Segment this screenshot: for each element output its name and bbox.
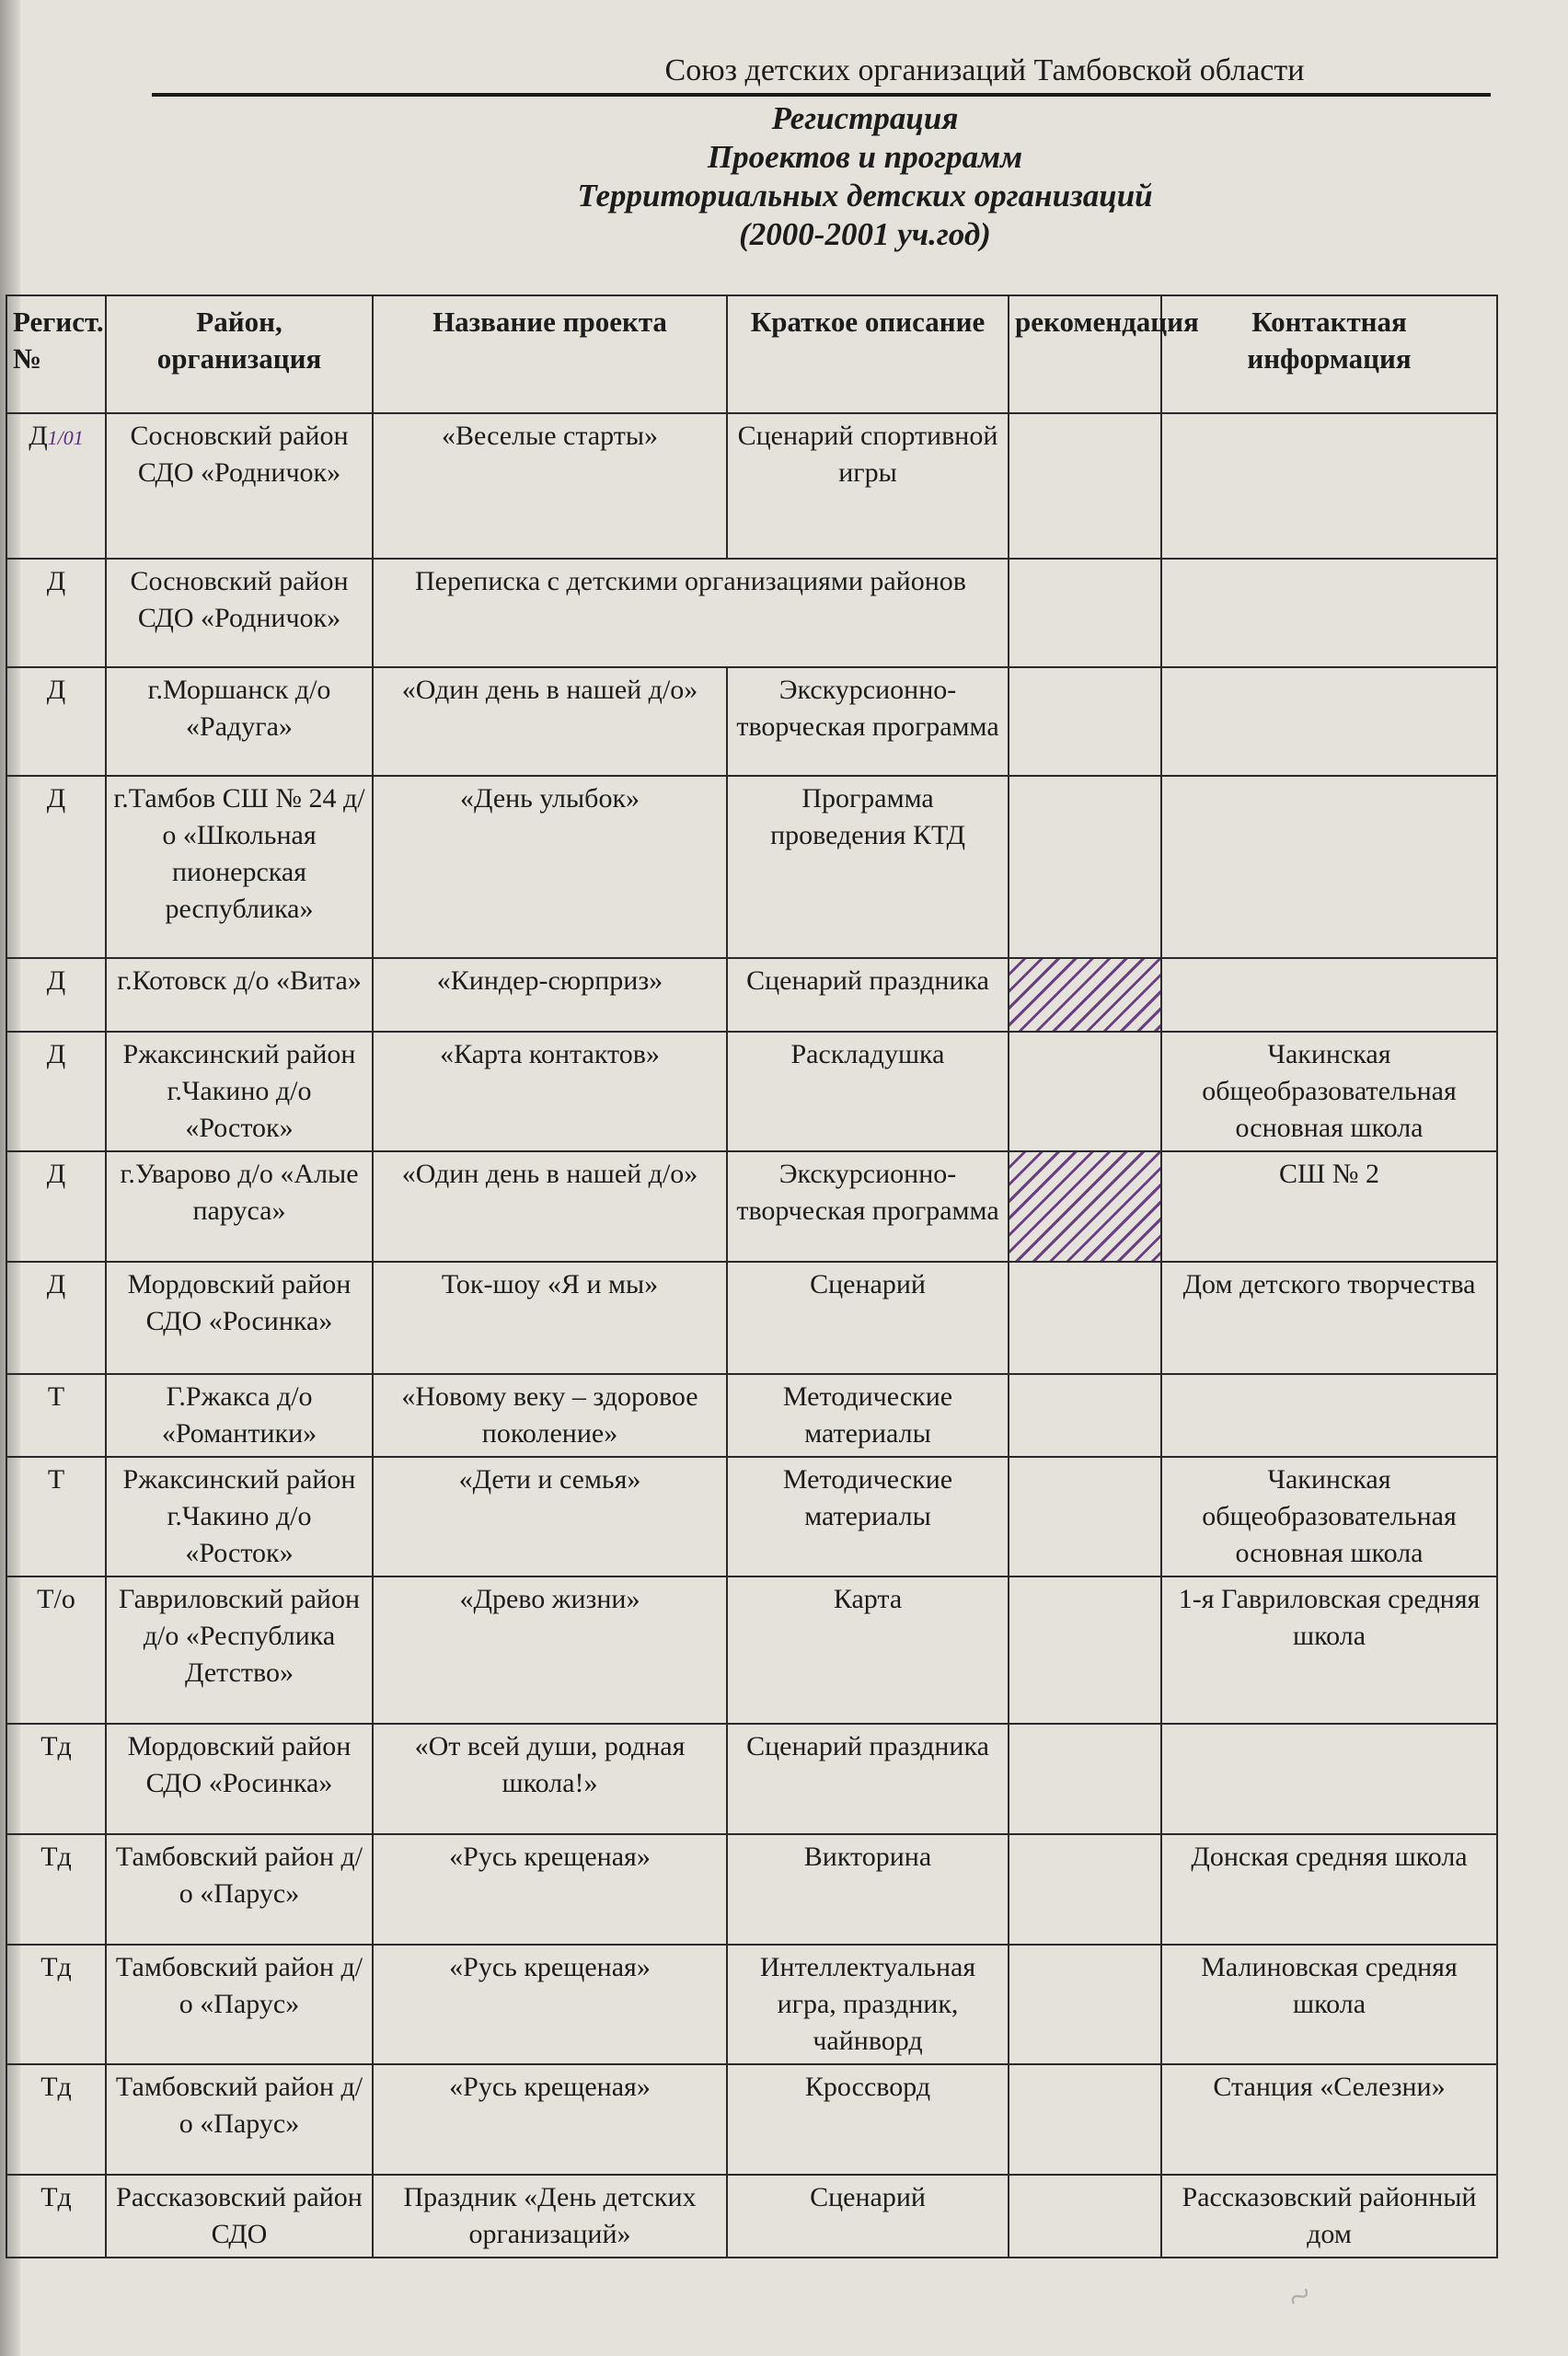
cell-project: «Дети и семья» bbox=[373, 1457, 727, 1576]
title-line-3: Территориальных детских организаций bbox=[577, 178, 1153, 214]
title-line-1: Регистрация bbox=[771, 100, 959, 136]
cell-recommendation bbox=[1009, 1576, 1161, 1724]
cell-reg: Тд bbox=[6, 2064, 106, 2175]
cell-description: Экскурсионно-творческая программа bbox=[727, 1151, 1009, 1262]
cell-recommendation bbox=[1009, 1457, 1161, 1576]
cell-reg: Д bbox=[6, 1151, 106, 1262]
watermark: ~ bbox=[1278, 2271, 1320, 2322]
table-row bbox=[6, 1374, 1497, 1457]
cell-reg: Д bbox=[6, 958, 106, 1032]
cell-description: Методические материалы bbox=[727, 1457, 1009, 1576]
cell-project: «Древо жизни» bbox=[373, 1576, 727, 1724]
cell-recommendation bbox=[1009, 1262, 1161, 1374]
cell-district: Мордовский район СДО «Росинка» bbox=[106, 1724, 373, 1834]
cell-recommendation bbox=[1009, 1032, 1161, 1151]
table-row bbox=[6, 1457, 1497, 1576]
cell-recommendation bbox=[1009, 1724, 1161, 1834]
table-body bbox=[6, 413, 1497, 2258]
cell-contact bbox=[1161, 958, 1497, 1032]
cell-project: «Русь крещеная» bbox=[373, 2064, 727, 2175]
cell-recommendation bbox=[1009, 1834, 1161, 1945]
cell-recommendation bbox=[1009, 1151, 1161, 1262]
cell-project: «Русь крещеная» bbox=[373, 1945, 727, 2064]
document-title bbox=[405, 99, 1325, 254]
cell-contact bbox=[1161, 559, 1497, 667]
cell-recommendation bbox=[1009, 559, 1161, 667]
cell-contact: Донская средняя школа bbox=[1161, 1834, 1497, 1945]
cell-reg: Д bbox=[6, 667, 106, 776]
cell-district: Ржаксинский район г.Чакино д/о «Росток» bbox=[106, 1032, 373, 1151]
cell-description: Сценарий спортивной игры bbox=[727, 413, 1009, 559]
cell-contact bbox=[1161, 413, 1497, 559]
table-row bbox=[6, 958, 1497, 1032]
cell-district: Тамбовский район д/о «Парус» bbox=[106, 1945, 373, 2064]
cell-description: Раскладушка bbox=[727, 1032, 1009, 1151]
cell-contact: Рассказовский районный дом bbox=[1161, 2175, 1497, 2258]
header-description: Краткое описание bbox=[727, 295, 1009, 413]
cell-contact: Чакинская общеобразовательная основная школа bbox=[1161, 1457, 1497, 1576]
cell-project: «Новому веку – здоровое поколение» bbox=[373, 1374, 727, 1457]
cell-reg: Т bbox=[6, 1374, 106, 1457]
cell-district: г.Моршанск д/о «Радуга» bbox=[106, 667, 373, 776]
cell-recommendation bbox=[1009, 1374, 1161, 1457]
cell-reg: Тд bbox=[6, 1945, 106, 2064]
cell-project: «Один день в нашей д/о» bbox=[373, 1151, 727, 1262]
cell-recommendation bbox=[1009, 1945, 1161, 2064]
cell-project: Праздник «День детских организаций» bbox=[373, 2175, 727, 2258]
cell-project: «Русь крещеная» bbox=[373, 1834, 727, 1945]
table-row bbox=[6, 1151, 1497, 1262]
header-rule bbox=[152, 93, 1491, 97]
cell-contact: Станция «Селезни» bbox=[1161, 2064, 1497, 2175]
cell-district: Тамбовский район д/о «Парус» bbox=[106, 2064, 373, 2175]
table-row bbox=[6, 776, 1497, 958]
cell-district: Рассказовский район СДО bbox=[106, 2175, 373, 2258]
cell-reg: Д bbox=[6, 776, 106, 958]
cell-contact: СШ № 2 bbox=[1161, 1151, 1497, 1262]
table-header-row bbox=[6, 295, 1497, 413]
cell-description: Кроссворд bbox=[727, 2064, 1009, 2175]
cell-district: Сосновский район СДО «Родничок» bbox=[106, 413, 373, 559]
cell-reg: Тд bbox=[6, 1724, 106, 1834]
cell-district: Ржаксинский район г.Чакино д/о «Росток» bbox=[106, 1457, 373, 1576]
cell-project: «Один день в нашей д/о» bbox=[373, 667, 727, 776]
table-row bbox=[6, 1724, 1497, 1834]
table-row bbox=[6, 559, 1497, 667]
cell-project: «От всей души, родная школа!» bbox=[373, 1724, 727, 1834]
table-row bbox=[6, 1834, 1497, 1945]
cell-district: г.Тамбов СШ № 24 д/о «Школьная пионерская республика» bbox=[106, 776, 373, 958]
cell-recommendation bbox=[1009, 958, 1161, 1032]
header-contact: Контактная информация bbox=[1161, 295, 1497, 413]
title-line-4: (2000-2001 уч.год) bbox=[739, 216, 991, 252]
cell-project: Ток-шоу «Я и мы» bbox=[373, 1262, 727, 1374]
table-row bbox=[6, 2175, 1497, 2258]
cell-reg: Т bbox=[6, 1457, 106, 1576]
cell-district: Г.Ржакса д/о «Романтики» bbox=[106, 1374, 373, 1457]
cell-description: Экскурсионно-творческая программа bbox=[727, 667, 1009, 776]
registration-table bbox=[6, 294, 1498, 2258]
header-district: Район, организация bbox=[106, 295, 373, 413]
cell-reg: Д bbox=[6, 559, 106, 667]
cell-contact: Малиновская средняя школа bbox=[1161, 1945, 1497, 2064]
cell-contact: Дом детского творчества bbox=[1161, 1262, 1497, 1374]
table-row bbox=[6, 1945, 1497, 2064]
handwritten-note: 1/01 bbox=[47, 426, 84, 449]
header-project: Название проекта bbox=[373, 295, 727, 413]
table-row bbox=[6, 413, 1497, 559]
cell-contact bbox=[1161, 1724, 1497, 1834]
cell-contact bbox=[1161, 667, 1497, 776]
cell-description: Интеллектуальная игра, праздник, чайнворд bbox=[727, 1945, 1009, 2064]
cell-recommendation bbox=[1009, 667, 1161, 776]
cell-description: Программа проведения КТД bbox=[727, 776, 1009, 958]
cell-project: «Карта контактов» bbox=[373, 1032, 727, 1151]
cell-description: Карта bbox=[727, 1576, 1009, 1724]
cell-reg: Д bbox=[6, 1032, 106, 1151]
cell-project: «Веселые старты» bbox=[373, 413, 727, 559]
header-recommendation: рекомендация bbox=[1009, 295, 1161, 413]
cell-district: Гавриловский район д/о «Республика Детство» bbox=[106, 1576, 373, 1724]
organization-header: Союз детских организаций Тамбовской области bbox=[664, 53, 1305, 87]
table-row bbox=[6, 2064, 1497, 2175]
cell-reg: Тд bbox=[6, 2175, 106, 2258]
table-row bbox=[6, 1032, 1497, 1151]
cell-description: Викторина bbox=[727, 1834, 1009, 1945]
table-row bbox=[6, 1576, 1497, 1724]
cell-project: «День улыбок» bbox=[373, 776, 727, 958]
cell-district: Мордовский район СДО «Росинка» bbox=[106, 1262, 373, 1374]
cell-contact bbox=[1161, 776, 1497, 958]
cell-description: Сценарий bbox=[727, 2175, 1009, 2258]
cell-reg: Д bbox=[6, 1262, 106, 1374]
cell-district: г.Уварово д/о «Алые паруса» bbox=[106, 1151, 373, 1262]
cell-description: Сценарий праздника bbox=[727, 958, 1009, 1032]
cell-description: Методические материалы bbox=[727, 1374, 1009, 1457]
cell-reg: Д1/01 bbox=[6, 413, 106, 559]
table-row bbox=[6, 1262, 1497, 1374]
cell-district: Тамбовский район д/о «Парус» bbox=[106, 1834, 373, 1945]
cell-recommendation bbox=[1009, 2064, 1161, 2175]
cell-recommendation bbox=[1009, 776, 1161, 958]
cell-description: Сценарий bbox=[727, 1262, 1009, 1374]
cell-recommendation bbox=[1009, 413, 1161, 559]
cell-reg: Тд bbox=[6, 1834, 106, 1945]
table-row bbox=[6, 667, 1497, 776]
cell-project: Переписка с детскими организациями районов bbox=[373, 559, 1009, 667]
cell-district: Сосновский район СДО «Родничок» bbox=[106, 559, 373, 667]
cell-contact: 1-я Гавриловская средняя школа bbox=[1161, 1576, 1497, 1724]
cell-contact: Чакинская общеобразовательная основная школа bbox=[1161, 1032, 1497, 1151]
cell-recommendation bbox=[1009, 2175, 1161, 2258]
cell-reg: Т/о bbox=[6, 1576, 106, 1724]
cell-project: «Киндер-сюрприз» bbox=[373, 958, 727, 1032]
header-reg: Регист. № bbox=[6, 295, 106, 413]
cell-district: г.Котовск д/о «Вита» bbox=[106, 958, 373, 1032]
cell-contact bbox=[1161, 1374, 1497, 1457]
cell-description: Сценарий праздника bbox=[727, 1724, 1009, 1834]
title-line-2: Проектов и программ bbox=[707, 139, 1023, 175]
